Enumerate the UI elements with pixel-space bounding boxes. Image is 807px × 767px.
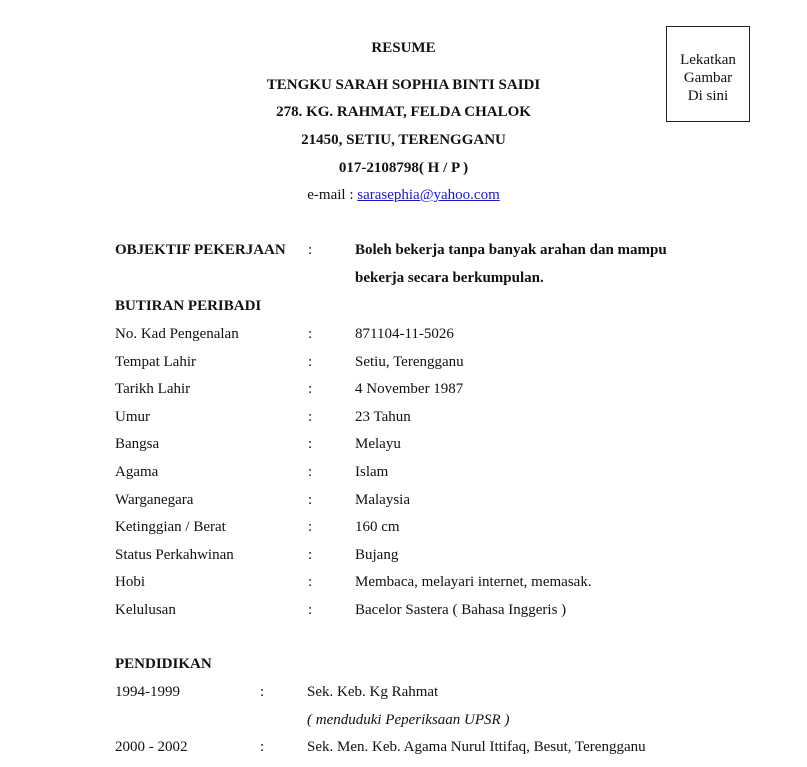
- detail-colon: :: [308, 547, 313, 563]
- objective-text-line-2: bekerja secara berkumpulan.: [355, 270, 544, 286]
- objective-label: OBJEKTIF PEKERJAAN: [115, 242, 286, 258]
- detail-label: Warganegara: [115, 492, 194, 508]
- detail-value: 871104-11-5026: [355, 326, 454, 342]
- address-line-2: 21450, SETIU, TERENGGANU: [301, 132, 506, 148]
- detail-label: Hobi: [115, 574, 145, 590]
- photo-placeholder-box: [666, 26, 750, 122]
- detail-label: Tarikh Lahir: [115, 381, 191, 397]
- detail-label: No. Kad Pengenalan: [115, 326, 239, 342]
- education-school: Sek. Men. Keb. Agama Nurul Ittifaq, Besut, Terengganu: [307, 739, 646, 755]
- detail-value: 160 cm: [355, 519, 400, 535]
- personal-detail-row: [0, 574, 807, 594]
- detail-value: Setiu, Terengganu: [355, 354, 464, 370]
- detail-colon: :: [308, 602, 313, 618]
- detail-colon: :: [308, 409, 313, 425]
- objective-colon: :: [308, 242, 313, 258]
- detail-label: Kelulusan: [115, 602, 176, 618]
- detail-value: Malaysia: [355, 492, 410, 508]
- detail-label: Tempat Lahir: [115, 354, 196, 370]
- photo-box-line-3: Di sini: [687, 88, 729, 104]
- education-years: 2000 - 2002: [115, 739, 188, 755]
- address-line-1: 278. KG. RAHMAT, FELDA CHALOK: [276, 104, 531, 120]
- detail-value: 23 Tahun: [355, 409, 411, 425]
- phone-number: 017-2108798( H / P ): [338, 160, 469, 176]
- detail-colon: :: [308, 436, 313, 452]
- personal-detail-row: [0, 547, 807, 567]
- detail-colon: :: [308, 519, 313, 535]
- personal-details-heading: BUTIRAN PERIBADI: [115, 298, 262, 314]
- resume-title: RESUME: [371, 40, 436, 56]
- detail-label: Umur: [115, 409, 150, 425]
- personal-detail-row: [0, 519, 807, 539]
- email-line: [0, 187, 807, 204]
- education-heading: PENDIDIKAN: [115, 656, 212, 672]
- education-note: ( menduduki Peperiksaan UPSR ): [307, 712, 510, 728]
- email-link[interactable]: sarasephia@yahoo.com: [357, 187, 500, 203]
- detail-value: Islam: [355, 464, 389, 480]
- detail-value: Bujang: [355, 547, 399, 563]
- detail-label: Agama: [115, 464, 159, 480]
- education-school: Sek. Keb. Kg Rahmat: [307, 684, 439, 700]
- education-colon: :: [260, 739, 265, 755]
- personal-detail-row: [0, 409, 807, 429]
- personal-detail-row: [0, 326, 807, 346]
- objective-row-cont: [0, 270, 807, 290]
- objective-text-line-1: Boleh bekerja tanpa banyak arahan dan mampu: [355, 242, 667, 258]
- personal-detail-row: [0, 464, 807, 484]
- personal-detail-row: [0, 381, 807, 401]
- detail-colon: :: [308, 354, 313, 370]
- photo-box-line-2: Gambar: [683, 70, 733, 86]
- detail-value: Membaca, melayari internet, memasak.: [355, 574, 592, 590]
- personal-detail-row: [0, 602, 807, 622]
- photo-box-line-1: Lekatkan: [680, 52, 736, 68]
- detail-colon: :: [308, 464, 313, 480]
- detail-colon: :: [308, 574, 313, 590]
- objective-row: [0, 242, 807, 262]
- applicant-name: TENGKU SARAH SOPHIA BINTI SAIDI: [266, 77, 541, 93]
- personal-detail-row: [0, 354, 807, 374]
- detail-colon: :: [308, 381, 313, 397]
- detail-value: 4 November 1987: [355, 381, 464, 397]
- detail-label: Ketinggian / Berat: [115, 519, 226, 535]
- detail-value: Bacelor Sastera ( Bahasa Inggeris ): [355, 602, 567, 618]
- detail-colon: :: [308, 492, 313, 508]
- detail-value: Melayu: [355, 436, 401, 452]
- email-label: e-mail :: [307, 187, 358, 203]
- detail-colon: :: [308, 326, 313, 342]
- education-colon: :: [260, 684, 265, 700]
- personal-detail-row: [0, 436, 807, 456]
- detail-label: Bangsa: [115, 436, 160, 452]
- personal-detail-row: [0, 492, 807, 512]
- detail-label: Status Perkahwinan: [115, 547, 234, 563]
- education-years: 1994-1999: [115, 684, 180, 700]
